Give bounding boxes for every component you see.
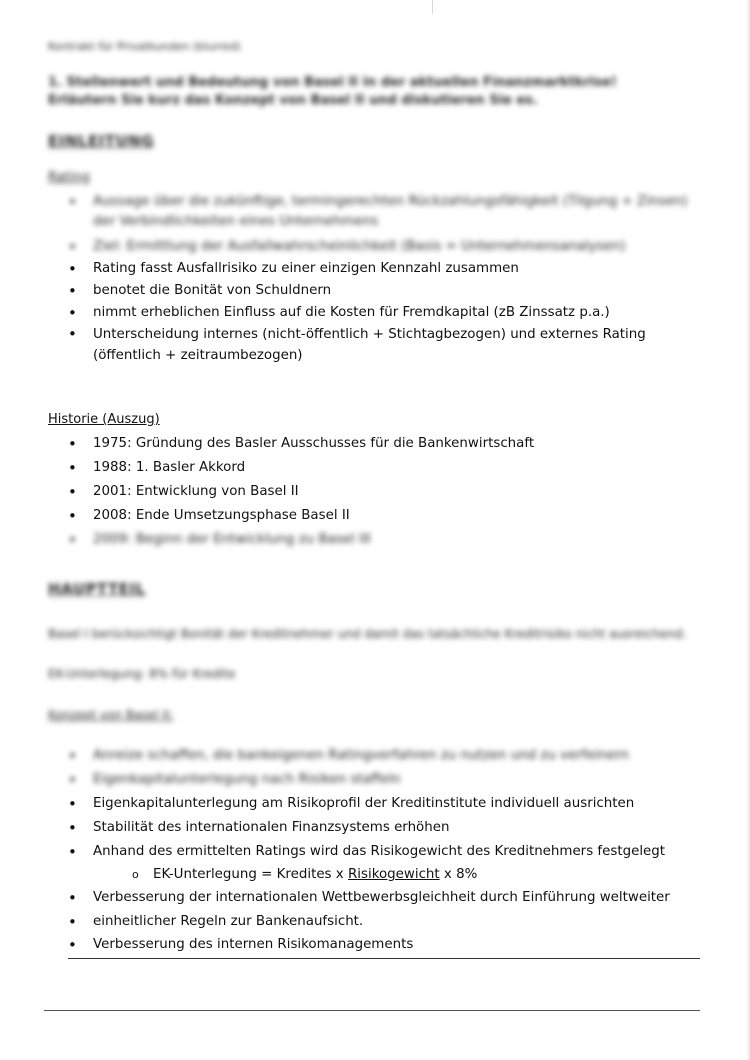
list-item: • Ziel: Ermittlung der Ausfallwahrscheinlichkeit (Basis = Unternehmensanalysen) (48, 236, 698, 258)
list-item: • Verbesserung der internationalen Wettbewerbsgleichheit durch Einführung weltweiter (48, 886, 698, 910)
subheading-konzept: Konzept von Basel II: (48, 708, 174, 722)
footer-line (44, 1010, 700, 1011)
formula-underlined: Risikogewicht (347, 867, 440, 882)
list-item: • Anhand des ermittelten Ratings wird das Risikogewicht des Kreditnehmers festgelegt (48, 840, 698, 864)
paragraph-ek-unterlegung: EK-Unterlegung: 8% für Kredite (48, 667, 236, 681)
page-edge-shadow (746, 0, 750, 1060)
historie-list (48, 432, 698, 552)
section-title-einleitung: EINLEITUNG (48, 132, 155, 150)
list-item: • Anreize schaffen, die bankeigenen Ratingverfahren zu nutzen und zu verfeinern (48, 744, 698, 768)
list-item: • Verbesserung des internen Risikomanagements (48, 934, 698, 956)
list-item: • nimmt erheblichen Einfluss auf die Kosten für Fremdkapital (zB Zinssatz p.a.) (48, 302, 698, 324)
list-item: • Eigenkapitalunterlegung nach Risiken staffeln (48, 768, 698, 792)
subheading-rating: Rating (48, 170, 90, 185)
scan-mark (432, 0, 433, 14)
section-title-hauptteil: HAUPTTEIL (48, 580, 146, 598)
formula-item (48, 864, 698, 886)
list-item: • einheitlicher Regeln zur Bankenaufsicht. (48, 910, 698, 934)
formula-suffix: x 8% (439, 867, 478, 882)
list-item: • Aussage über die zukünftige, termingerechten Rückzahlungsfähigkeit (Tilgung + Zinsen) der Verbindlichkeiten eines Unternehmens (48, 192, 698, 232)
subheading-historie: Historie (Auszug) (48, 412, 160, 427)
list-item: • Unterscheidung internes (nicht-öffentlich + Stichtagbezogen) und externes Rating (öffentlich + zeitraumbezogen) (48, 324, 698, 366)
question-text: 1. Stellenwert und Bedeutung von Basel II in der aktuellen Finanzmarktkrise! Erläutern Sie kurz das Konzept von Basel II und diskutieren Sie es. (48, 75, 617, 108)
header-line: Kontrakt für Privatkunden (blurred) (48, 40, 241, 53)
list-item: • Rating fasst Ausfallrisiko zu einer einzigen Kennzahl zusammen (48, 258, 698, 280)
paragraph-basel-i: Basel I berücksichtigt Bonität der Kreditnehmer und damit das tatsächliche Kreditrisiko nicht ausreichend. (48, 627, 687, 641)
konzept-list (48, 744, 698, 956)
rating-list (48, 192, 698, 366)
list-item: • 1975: Gründung des Basler Ausschusses für die Bankenwirtschaft (48, 432, 698, 456)
list-item: • Eigenkapitalunterlegung am Risikoprofil der Kreditinstitute individuell ausrichten (48, 792, 698, 816)
list-item: • Stabilität des internationalen Finanzsystems erhöhen (48, 816, 698, 840)
formula-prefix: EK-Unterlegung = Kredites x (153, 867, 348, 882)
list-item: • 2009: Beginn der Entwicklung zu Basel III (48, 528, 698, 552)
divider-line (68, 958, 700, 959)
list-item: • 2008: Ende Umsetzungsphase Basel II (48, 504, 698, 528)
list-item: • 1988: 1. Basler Akkord (48, 456, 698, 480)
list-item: • benotet die Bonität von Schuldnern (48, 280, 698, 302)
list-item: • 2001: Entwicklung von Basel II (48, 480, 698, 504)
